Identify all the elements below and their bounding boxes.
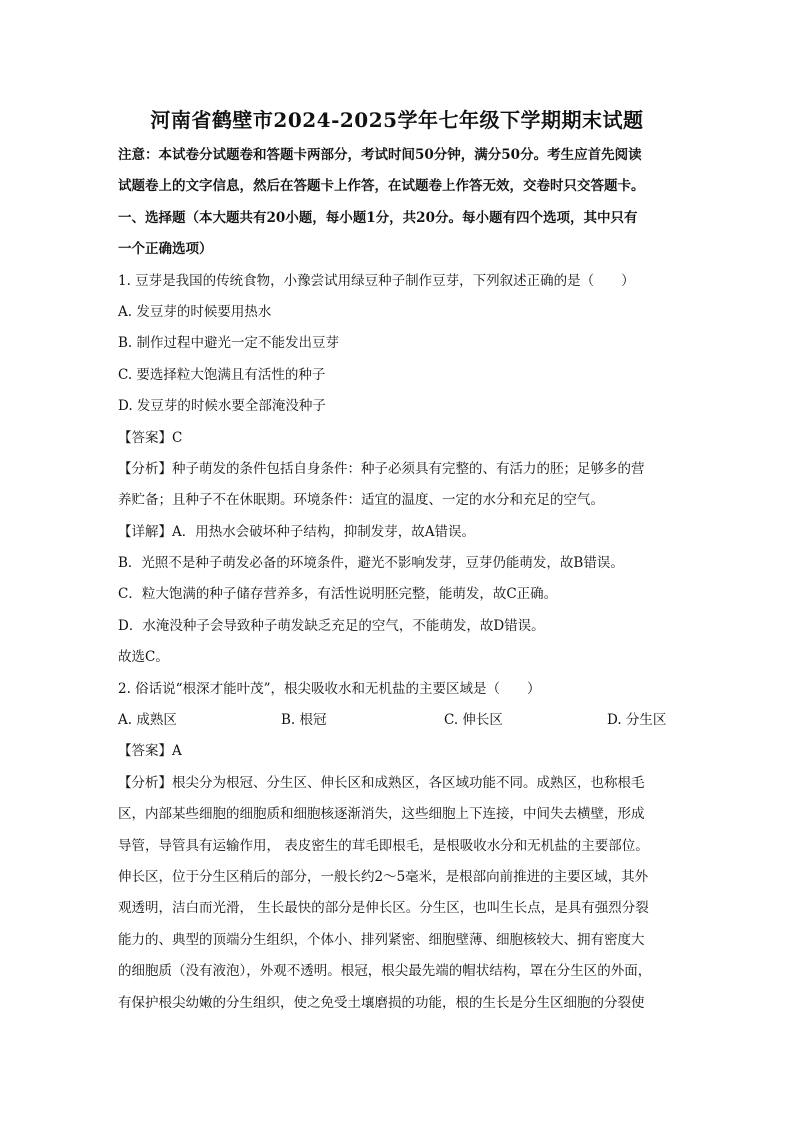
page-title: 河南省鹤壁市2024-2025学年七年级下学期期末试题	[150, 108, 644, 132]
question-2-analysis-7: 的细胞质（没有液泡），外观不透明。根冠，根尖最先端的帽状结构，罩在分生区的外面，	[118, 963, 652, 980]
question-1-option-c: C. 要选择粒大饱满且有活性的种子	[118, 366, 326, 383]
notice-line-1: 注意：本试卷分试题卷和答题卡两部分，考试时间50分钟，满分50分。考生应首先阅读	[118, 147, 642, 163]
question-1-conclusion: 故选C。	[118, 649, 169, 666]
question-2-options	[118, 705, 676, 736]
question-1-detail-b: B．光照不是种子萌发必备的环境条件，避光不影响发芽，豆芽仍能萌发，故B错误。	[118, 555, 624, 572]
question-1-analysis-2: 养贮备；且种子不在休眠期。环境条件：适宜的温度、一定的水分和充足的空气。	[118, 492, 604, 509]
notice-line-2: 试题卷上的文字信息，然后在答题卡上作答，在试题卷上作答无效，交卷时只交答题卡。	[118, 178, 645, 195]
question-1-option-d: D. 发豆芽的时候水要全部淹没种子	[118, 398, 326, 415]
question-1-answer: 【答案】C	[118, 429, 183, 446]
question-2-option-b: B. 根冠	[281, 712, 327, 729]
question-1-stem: 1. 豆芽是我国的传统食物，小豫尝试用绿豆种子制作豆芽，下列叙述正确的是（ ）	[118, 272, 635, 289]
question-2-analysis-3: 导管，导管具有运输作用， 表皮密生的茸毛即根毛，是根吸收水分和无机盐的主要部位。	[118, 837, 649, 854]
question-2-answer: 【答案】A	[118, 743, 182, 760]
question-1-option-b: B. 制作过程中避光一定不能发出豆芽	[118, 335, 340, 352]
question-2-analysis-6: 能力的、典型的顶端分生组织，个体小、排列紧密、细胞壁薄、细胞核较大、拥有密度大	[118, 931, 645, 948]
question-2-option-a: A. 成熟区	[118, 712, 177, 729]
question-2-option-d: D. 分生区	[607, 712, 667, 729]
section-heading-line-2: 一个正确选项）	[118, 241, 213, 258]
question-2-analysis-1: 【分析】根尖分为根冠、分生区、伸长区和成熟区，各区域功能不同。成熟区，也称根毛	[118, 774, 645, 791]
question-2-analysis-4: 伸长区，位于分生区稍后的部分，一般长约2～5毫米，是根部向前推进的主要区域，其外	[118, 868, 649, 885]
question-2-analysis-2: 区，内部某些细胞的细胞质和细胞核逐渐消失，这些细胞上下连接，中间失去横壁，形成	[118, 806, 645, 823]
document-body	[118, 140, 676, 1019]
question-2-analysis-8: 有保护根尖幼嫩的分生组织，使之免受土壤磨损的功能，根的生长是分生区细胞的分裂使	[118, 994, 645, 1011]
question-1-analysis-1: 【分析】种子萌发的条件包括自身条件：种子必须具有完整的、有活力的胚；足够多的营	[118, 460, 645, 477]
section-heading-line-1: 一、选择题（本大题共有20小题，每小题1分，共20分。每小题有四个选项，其中只有	[118, 209, 638, 226]
question-2-option-c: C. 伸长区	[444, 712, 503, 729]
question-2-stem: 2. 俗话说“根深才能叶茂”，根尖吸收水和无机盐的主要区域是（ ）	[118, 680, 541, 697]
question-1-detail-c: C．粒大饱满的种子储存营养多，有活性说明胚完整，能萌发，故C正确。	[118, 586, 558, 603]
question-1-detail-d: D．水淹没种子会导致种子萌发缺乏充足的空气，不能萌发，故D错误。	[118, 617, 545, 634]
question-2-analysis-5: 观透明，洁白而光滑， 生长最快的部分是伸长区。分生区，也叫生长点，是具有强烈分裂	[118, 900, 649, 917]
question-1-detail-a: 【详解】A．用热水会破坏种子结构，抑制发芽，故A错误。	[118, 523, 475, 540]
question-1-option-a: A. 发豆芽的时候要用热水	[118, 303, 272, 320]
